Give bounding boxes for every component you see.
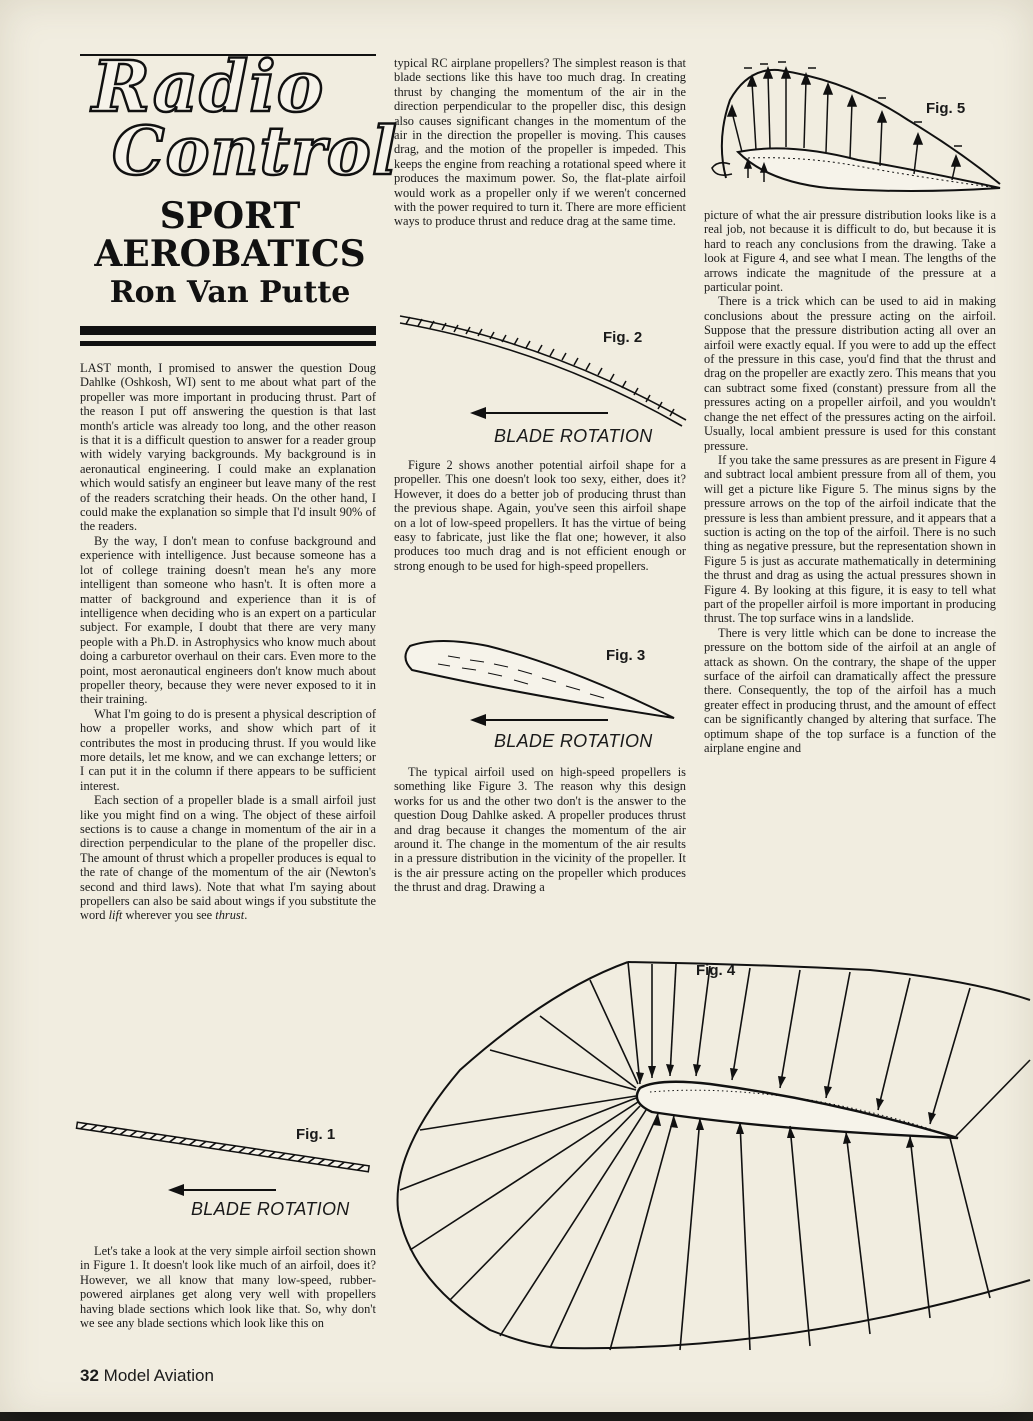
page-number: 32 [80,1366,99,1385]
emphasis-thrust: thrust [215,908,245,923]
header-rule-thin [80,341,376,346]
publication-name: Model Aviation [103,1366,214,1385]
paragraph [80,793,376,923]
column-2-upper [394,56,686,229]
paragraph: picture of what the air pressure distribution looks like is a real job, not because it is difficult to do, but because it is hard to reach any conclusions from the drawing. Take a look at Figure 4, and see what I mean. The lengths of the arrows indicate the magnitude of the pressure at a particular point. [704,208,996,295]
paragraph-text: . [244,908,248,923]
logo-control: Control [112,112,398,190]
paragraph: The typical airfoil used on high-speed propellers is something like Figure 3. The reason why this design works for us and the other two don't is the answer to the question Doug Dahlke asked. A propeller produces thrust and drag because it changes the momentum of the air around it. The change in the momentum of the air results in a pressure distribution in the vicinity of the propeller. It is the air pressure acting on the propeller which produces the thrust and drag. Drawing a [394,765,686,895]
figure-1-label: Fig. 1 [296,1126,336,1143]
logo-radio: Radio [92,45,325,128]
paragraph: LAST month, I promised to answer the question Doug Dahlke (Oshkosh, WI) sent to me about what part of the propeller was more important in producing thrust. Part of the reason I put off answering the question is that last month's article was already too long, and the other reason is that it is a difficult question to answer for a reader group with widely varying backgrounds. My background is in aeronautical engineering. I could make an explanation which would satisfy an engineer but leave many of the rest of the readers scratching their heads. On the other hand, I could make the explanation so simple that I'd insult 90% of the readers. [80,361,376,534]
title-aerobatics: AEROBATICS [94,233,366,275]
paragraph: By the way, I don't mean to confuse background and experience with intelligence. Just because someone has a lot of college training doesn't mean he's any more intelligent than someone who hasn't. It is often more a matter of background and experience than it is of intelligence when deciding who is an expert on a particular subject. For example, I doubt that there are very many people with a Ph.D. in Astrophysics who know much about doing a carburetor overhaul on their cars. Even more to the point, most aeronautical engineers don't know much about propeller theory, because they were never exposed to it in their training. [80,533,376,707]
figure-4-pressure-diagram [390,960,1030,1352]
paragraph-text: Each section of a propeller blade is a small airfoil just like you might find on a wing. The object of these airfoil sections is to cause a change in momentum of the air in a direction perpendicular to the plane of the propeller disc. The amount of thrust which a propeller produces is equal to the rate of change of the momentum of the air (Newton's second and third laws). Note that what I'm saying about propellers can also be said about wings if you substitute the word [80,793,376,923]
figure-5-suction-diagram [708,60,1008,195]
figure-3-label: Fig. 3 [606,647,646,664]
figure-2-label: Fig. 2 [603,329,643,346]
paragraph: What I'm going to do is present a physical description of how a propeller works, and show which part of it contributes the most in producing thrust. If you would like more details, let me know, and we can exchange letters; or I can put it in the column if there appears to be sufficient interest. [80,706,376,793]
bottom-border [0,1412,1033,1421]
blade-rotation-arrow-fig2 [470,406,610,420]
page-footer [80,1366,214,1386]
figure-5-label: Fig. 5 [926,100,966,117]
emphasis-lift: lift [108,908,123,923]
paragraph: typical RC airplane propellers? The simplest reason is that blade sections like this have too much drag. In creating thrust by changing the momentum of the air in the direction perpendicular to the propeller disc, this design also causes significant changes in the momentum of the air in the direction the propeller is moving. This causes drag, and the motion of the propeller is impeded. This keeps the engine from reaching a rotational speed where it produces the maximum power. So, the flat-plate airfoil would work as a propeller only if we weren't concerned with the power required to turn it. There are more efficient ways to produce thrust and reduce drag at the same time. [394,56,686,229]
paragraph: If you take the same pressures as are present in Figure 4 and subtract local ambient pressure from all of them, you will get a picture like Figure 5. The minus signs by the pressure arrows on the top of the airfoil indicate that the pressure is less than ambient pressure, and it appears that a suction is acting on the top of the airfoil. There is no such thing as negative pressure, but the representation shown in Figure 5 is just as accurate mathematically in determining the thrust and drag as using the actual pressures shown in Figure 4. By looking at this figure, it is easy to tell what part of the propeller airfoil is more important in producing thrust. The top surface wins in a landslide. [704,452,996,626]
figure-2-caption: BLADE ROTATION [494,426,653,446]
figure-1-caption: BLADE ROTATION [191,1199,350,1219]
blade-rotation-arrow-fig1 [168,1183,278,1197]
paragraph: Figure 2 shows another potential airfoil shape for a propeller. This one doesn't look too sexy, either, does it? However, it does do a better job of producing thrust than the previous shape. Again, you've seen this airfoil shape on a lot of low-speed propellers. It has the virtue of being easy to fabricate, just like the flat one; however, it also produces too much drag and is not efficient enough or strong enough to be used for high-speed propellers. [394,458,686,573]
column-2-lower [394,765,686,895]
paragraph: There is very little which can be done to increase the pressure on the bottom side of the airfoil at an angle of attack as shown. On the contrary, the shape of the upper surface of the airfoil can dramatically affect the pressure there. Consequently, the top of the airfoil has a much greater effect in producing thrust, and the amount of effect can be significantly changed by altering that surface. The optimum shape of the top surface is a function of the airplane engine and [704,625,996,756]
header-rule-thick [80,326,376,335]
blade-rotation-arrow-fig3 [470,713,610,727]
paragraph: There is a trick which can be used to aid in making conclusions about the pressure acting on the airfoil. Suppose that the pressure distribution acting all over an airfoil were exactly equal. If you were to add up the effect of the pressure in this case, you'd find that the thrust and drag on the propeller are exactly zero. This means that you can subtract some fixed (constant) pressure from all the pressures acting on a propeller airfoil, and you wouldn't change the net effect of the pressures acting on the airfoil. Usually, local ambient pressure is used for this constant pressure. [704,294,996,453]
paragraph-text: wherever you see [125,908,213,923]
column-1-lower [80,1244,376,1330]
column-2-middle [394,458,686,573]
figure-4-label: Fig. 4 [696,962,736,979]
column-3 [704,208,996,755]
author-name: Ron Van Putte [109,275,351,310]
column-1-upper [80,361,376,923]
figure-3-caption: BLADE ROTATION [494,731,653,751]
title-sport: SPORT [159,195,301,237]
paragraph: Let's take a look at the very simple airfoil section shown in Figure 1. It doesn't look like much of an airfoil, does it? However, we all know that many low-speed, rubber-powered airplanes get along very well with propellers having blade sections which look like that. So, why don't we see any blade sections which look like this on [80,1244,376,1331]
